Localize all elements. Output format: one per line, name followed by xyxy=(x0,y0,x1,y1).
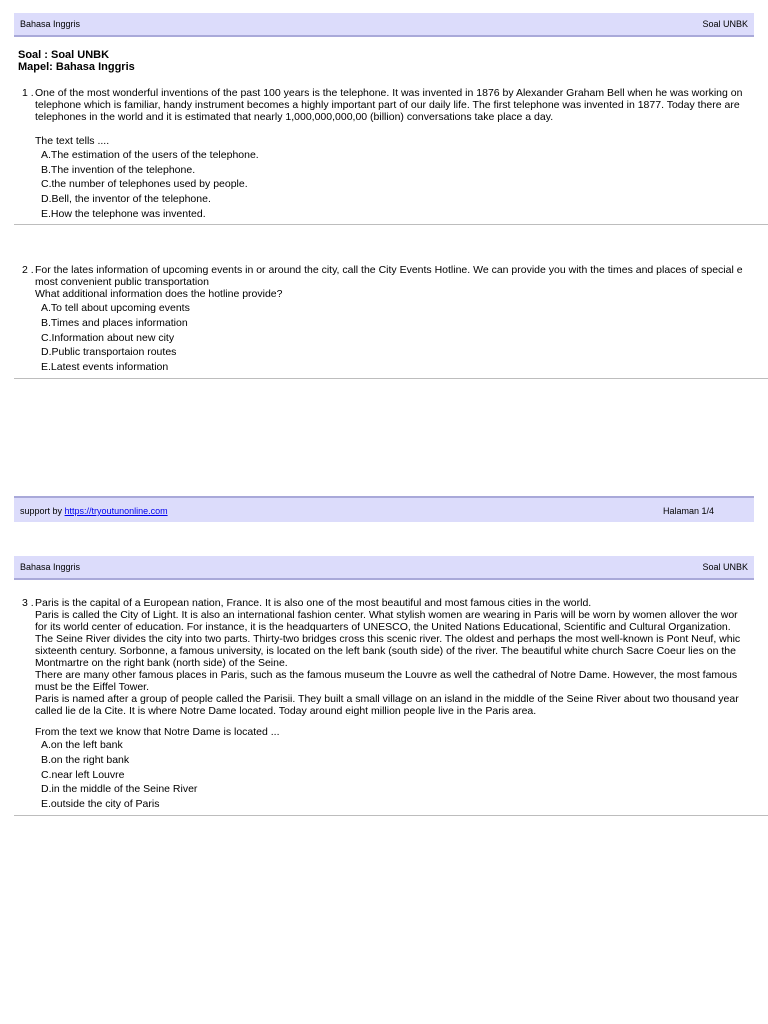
question-passage xyxy=(35,87,768,123)
passage-line: must be the Eiffel Tower. xyxy=(35,681,150,693)
answer-option-a[interactable]: A.The estimation of the users of the telephone. xyxy=(41,149,259,161)
footer-support xyxy=(20,506,168,516)
header-type: Soal UNBK xyxy=(702,562,748,572)
answer-option-c[interactable]: C.near left Louvre xyxy=(41,769,125,781)
question-2 xyxy=(14,264,768,379)
answer-option-e[interactable]: E.Latest events information xyxy=(41,361,169,373)
passage-line: most convenient public transportation xyxy=(35,276,209,288)
answer-option-d[interactable]: D.Public transportaion routes xyxy=(41,346,177,358)
header-type: Soal UNBK xyxy=(702,19,748,29)
answer-option-b[interactable]: B.The invention of the telephone. xyxy=(41,164,196,176)
answer-option-b[interactable]: B.on the right bank xyxy=(41,754,130,766)
question-passage xyxy=(35,597,768,717)
exam-info xyxy=(18,49,135,73)
passage-line: telephone which is familiar, handy instrument becomes a highly important part of our daily life. The first telephone was invented in 1877. Today there are xyxy=(35,99,740,111)
passage-line: The Seine River divides the city into two parts. Thirty-two bridges cross this scenic river. The oldest and perhaps the most well-known is Pont Neuf, whic xyxy=(35,633,741,645)
passage-line: for its world center of education. For instance, it is the headquarters of UNESCO, the United Nations Educational, Scientific and Cultural Organization. xyxy=(35,621,731,633)
answer-option-d[interactable]: D.in the middle of the Seine River xyxy=(41,783,198,795)
passage-line: Paris is the capital of a European nation, France. It is also one of the most beautiful and most famous cities in the world. xyxy=(35,597,592,609)
page-footer xyxy=(14,496,754,522)
passage-line: One of the most wonderful inventions of the past 100 years is the telephone. It was invented in 1876 by Alexander Graham Bell when he was working on xyxy=(35,87,743,99)
page-header xyxy=(14,13,754,37)
question-number: 3 . xyxy=(22,597,34,609)
passage-line: called lie de la Cite. It is where Notre Dame located. Today around eight million people live in the Paris area. xyxy=(35,705,537,717)
passage-line: Paris is called the City of Light. It is also an international fashion center. What stylish women are wearing in Paris will be worn by women allover the wor xyxy=(35,609,738,621)
question-3 xyxy=(14,597,768,816)
answer-option-d[interactable]: D.Bell, the inventor of the telephone. xyxy=(41,193,211,205)
question-stem: From the text we know that Notre Dame is located ... xyxy=(35,726,280,738)
question-number: 2 . xyxy=(22,264,34,276)
header-subject: Bahasa Inggris xyxy=(20,19,81,29)
passage-line: For the lates information of upcoming events in or around the city, call the City Events Hotline. We can provide you with the times and places of special e xyxy=(35,264,743,276)
passage-line: Montmartre on the right bank (north side) of the Seine. xyxy=(35,657,288,669)
soal-label: Soal : Soal UNBK xyxy=(18,49,110,61)
passage-line: What additional information does the hotline provide? xyxy=(35,288,283,300)
passage-line: sixteenth century. Sorbonne, a famous university, is located on the left bank (south side) of the river. The beautiful white church Sacre Coeur lies on the xyxy=(35,645,736,657)
question-passage xyxy=(35,264,768,300)
support-prefix: support by xyxy=(20,506,63,516)
header-subject: Bahasa Inggris xyxy=(20,562,81,572)
passage-line: There are many other famous places in Paris, such as the famous museum the Louvre as well the cathedral of Notre Dame. However, the most famous xyxy=(35,669,738,681)
question-number: 1 . xyxy=(22,87,34,99)
answer-option-a[interactable]: A.on the left bank xyxy=(41,739,123,751)
answer-option-a[interactable]: A.To tell about upcoming events xyxy=(41,302,190,314)
answer-option-c[interactable]: C.Information about new city xyxy=(41,332,175,344)
mapel-label: Mapel: Bahasa Inggris xyxy=(18,61,135,73)
question-stem: The text tells .... xyxy=(35,135,110,147)
passage-line: Paris is named after a group of people called the Parisii. They built a small village on an island in the middle of the Seine River about two thousand year xyxy=(35,693,739,705)
page-header-2 xyxy=(14,556,754,580)
passage-line: telephones in the world and it is estimated that nearly 1,000,000,000,00 (billion) conversations take place a day. xyxy=(35,111,554,123)
answer-option-c[interactable]: C.the number of telephones used by people. xyxy=(41,178,248,190)
answer-option-e[interactable]: E.How the telephone was invented. xyxy=(41,208,206,220)
page-number: Halaman 1/4 xyxy=(663,506,715,516)
answer-option-e[interactable]: E.outside the city of Paris xyxy=(41,798,160,810)
question-1 xyxy=(14,87,768,225)
support-link[interactable]: https://tryoutunonline.com xyxy=(64,506,168,516)
answer-option-b[interactable]: B.Times and places information xyxy=(41,317,188,329)
